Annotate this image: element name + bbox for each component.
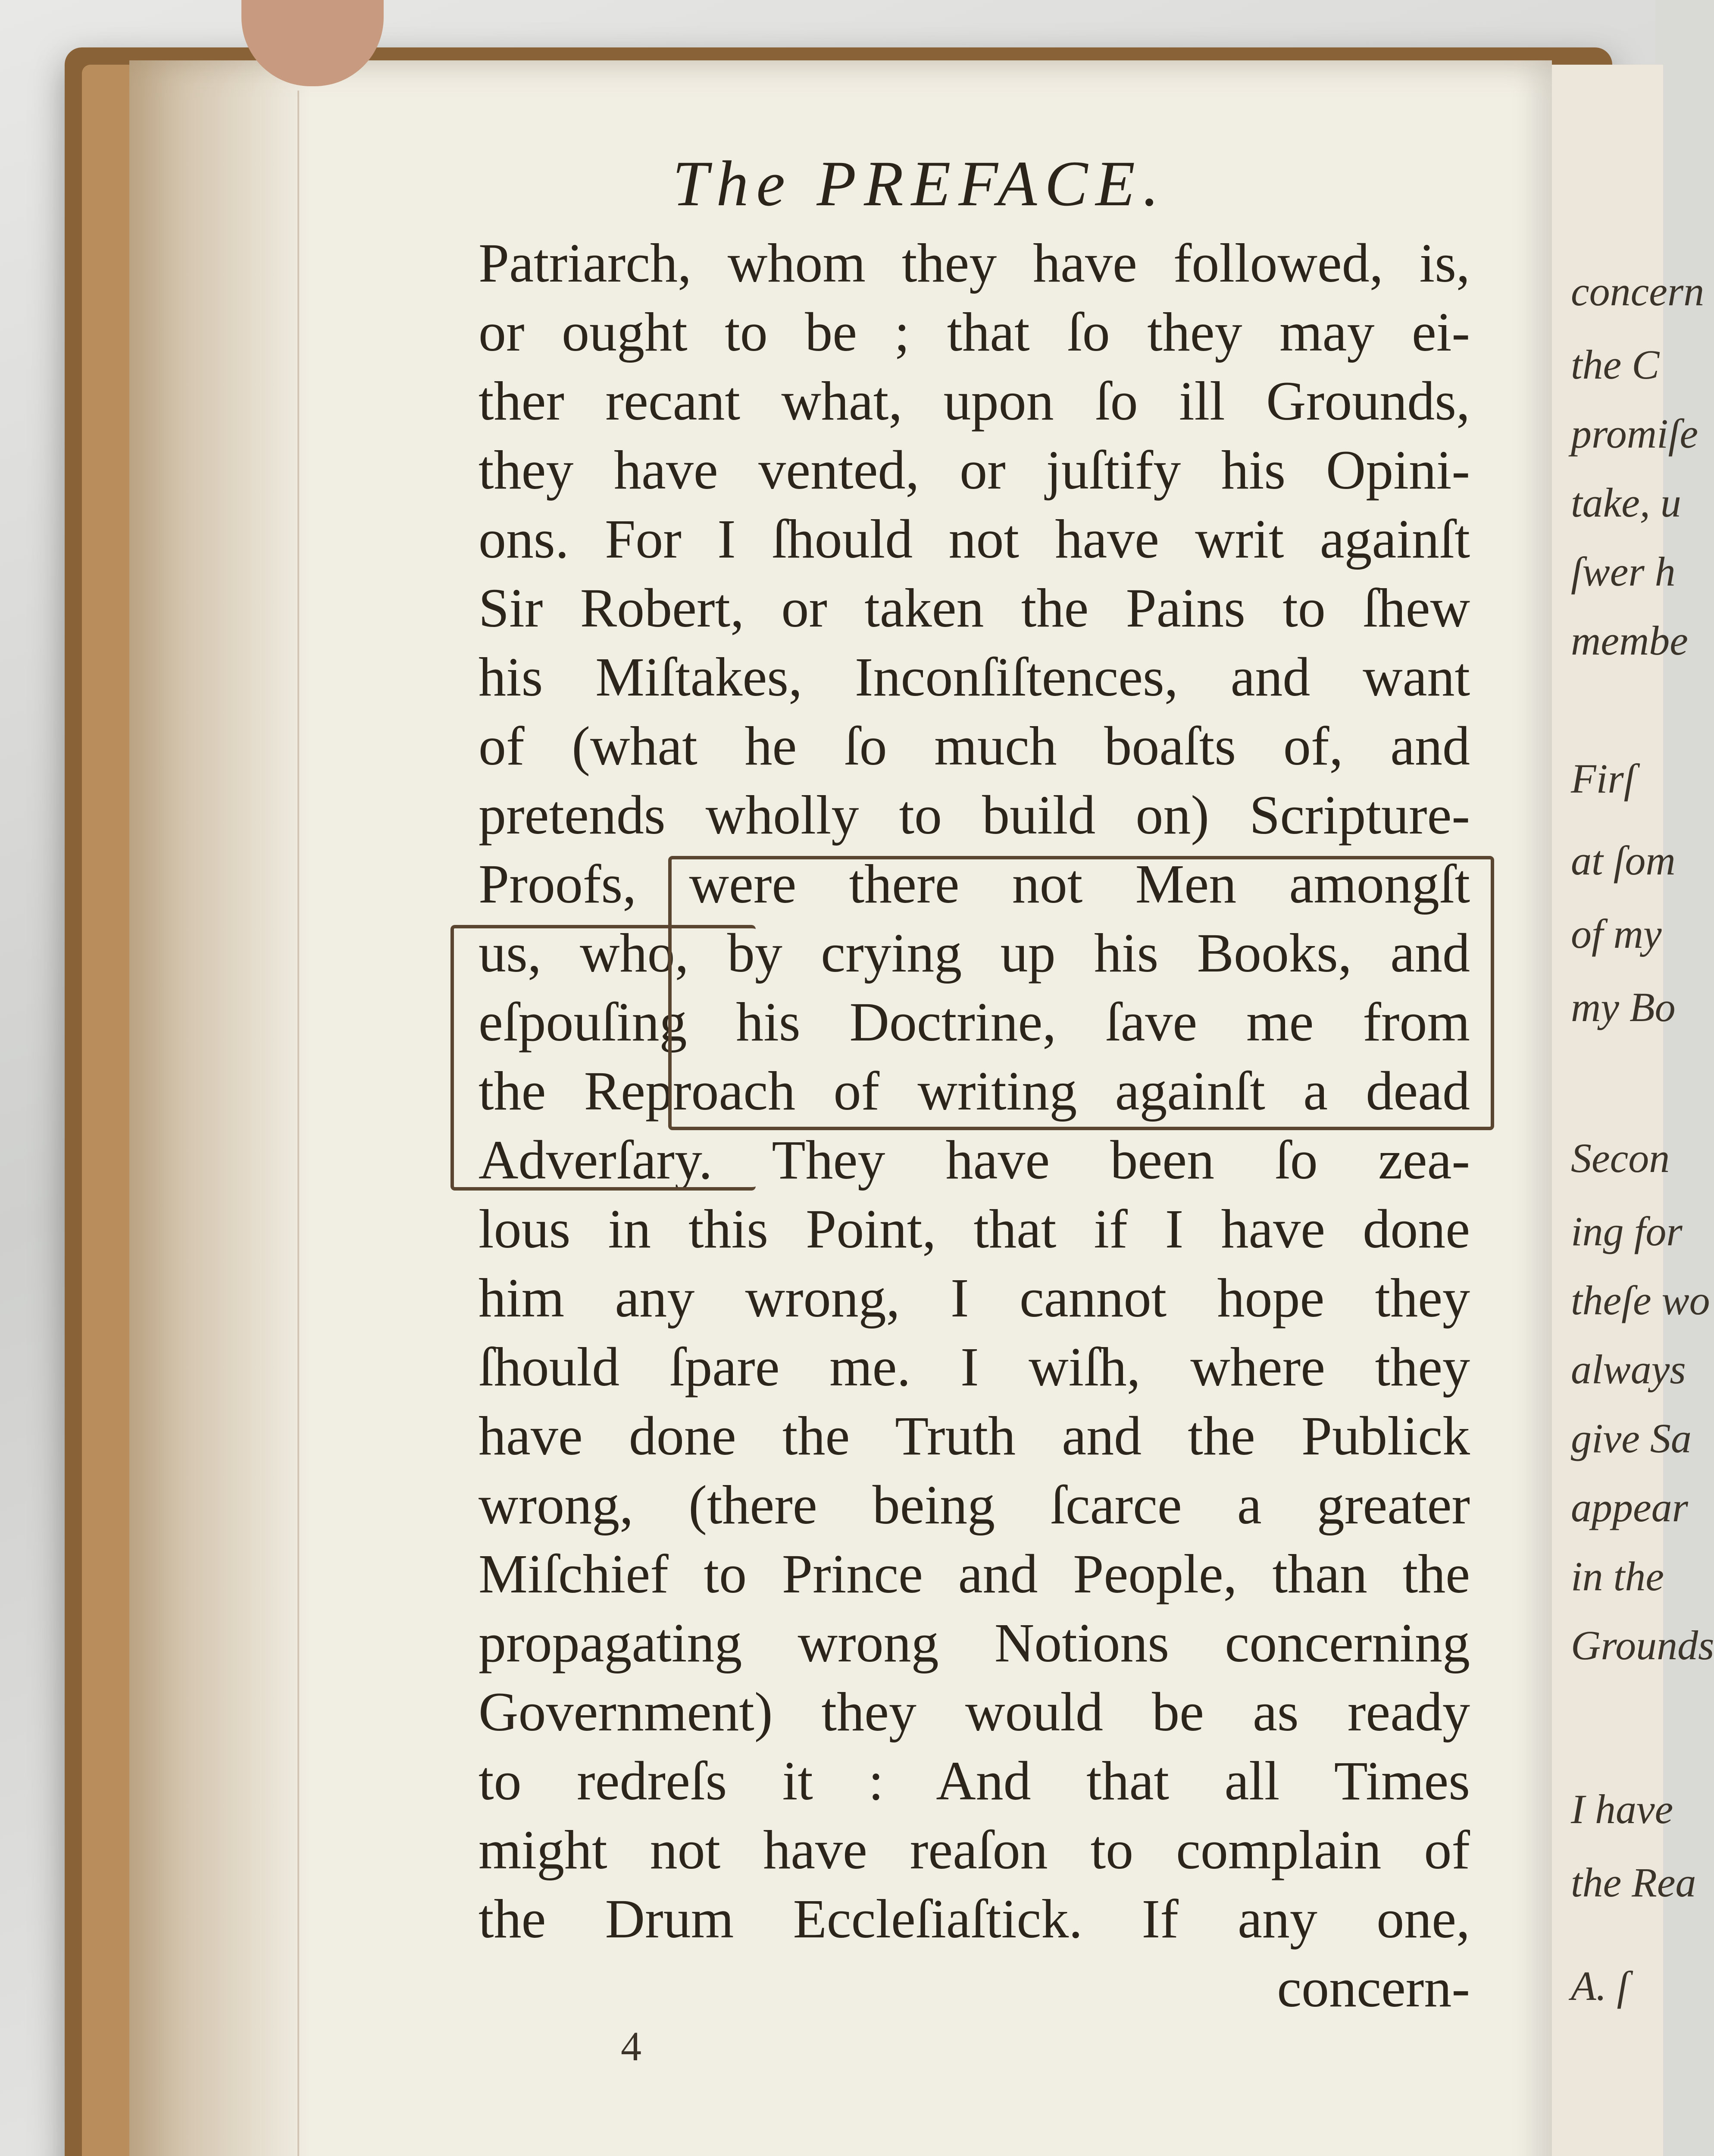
facing-fragment: membe [1571, 617, 1688, 664]
facing-fragment: promiſe [1571, 411, 1698, 457]
text-line: eſpouſing his Doctrine, ſave me from [479, 991, 1470, 1053]
text-line: Adverſary. They have been ſo zea- [479, 1129, 1470, 1191]
facing-fragment: I have [1571, 1786, 1673, 1832]
facing-fragment: give Sa [1571, 1415, 1692, 1461]
text-line: might not have reaſon to complain of [479, 1819, 1470, 1880]
text-line: the Reproach of writing againſt a dead [479, 1060, 1470, 1122]
text-line: ther recant what, upon ſo ill Grounds, [479, 370, 1470, 432]
text-line: they have vented, or juſtify his Opini- [479, 439, 1470, 501]
facing-fragment: of my [1571, 911, 1662, 957]
page-number: 4 [621, 2023, 641, 2069]
text-line: ſhould ſpare me. I wiſh, where they [479, 1336, 1470, 1398]
body-text [479, 229, 1470, 2022]
text-line: or ought to be ; that ſo they may ei- [479, 301, 1470, 363]
facing-fragment: at ſom [1571, 837, 1676, 884]
facing-fragment: ing for [1571, 1208, 1683, 1254]
text-line: us, who, by crying up his Books, and [479, 922, 1470, 984]
text-line: his Miſtakes, Inconſiſtences, and want [479, 646, 1470, 708]
facing-fragment: concern [1571, 268, 1705, 314]
page-edge-stain [129, 60, 310, 2156]
text-line: Proofs, were there not Men amongſt [479, 853, 1470, 915]
text-line: to redreſs it : And that all Times [479, 1750, 1470, 1811]
facing-fragment: the Rea [1571, 1859, 1696, 1905]
page-margin-line [297, 91, 299, 2156]
text-line: Miſchief to Prince and People, than the [479, 1543, 1470, 1604]
text-line: pretends wholly to build on) Scripture- [479, 784, 1470, 846]
facing-page [1543, 65, 1714, 2156]
text-line: lous in this Point, that if I have done [479, 1198, 1470, 1260]
text-line: wrong, (there being ſcarce a greater [479, 1474, 1470, 1536]
facing-fragment: Grounds [1571, 1622, 1714, 1668]
text-line: have done the Truth and the Publick [479, 1405, 1470, 1467]
facing-fragment: the C [1571, 342, 1660, 388]
facing-fragment: in the [1571, 1553, 1664, 1599]
text-line: concern- [1277, 1957, 1470, 2018]
facing-fragment: Secon [1571, 1135, 1670, 1181]
facing-fragment: Firſ [1571, 755, 1636, 802]
facing-fragment: A. ſ [1571, 1963, 1629, 2009]
text-line: propagating wrong Notions concerning [479, 1612, 1470, 1673]
facing-fragment: take, u [1571, 479, 1681, 526]
text-line: Government) they would be as ready [479, 1681, 1470, 1742]
running-header: The PREFACE. [672, 148, 1167, 219]
facing-fragment: ſwer h [1571, 548, 1676, 595]
text-line: Sir Robert, or taken the Pains to ſhew [479, 577, 1470, 639]
text-line: ons. For I ſhould not have writ againſt [479, 508, 1470, 570]
facing-fragment: always [1571, 1346, 1686, 1392]
facing-fragment: theſe wo [1571, 1277, 1710, 1323]
facing-fragment: my Bo [1571, 984, 1676, 1030]
text-line: Patriarch, whom they have followed, is, [479, 232, 1470, 294]
text-line: him any wrong, I cannot hope they [479, 1267, 1470, 1329]
text-line: the Drum Eccleſiaſtick. If any one, [479, 1888, 1470, 1949]
text-line: of (what he ſo much boaſts of, and [479, 715, 1470, 777]
facing-fragment: appear [1571, 1484, 1688, 1530]
